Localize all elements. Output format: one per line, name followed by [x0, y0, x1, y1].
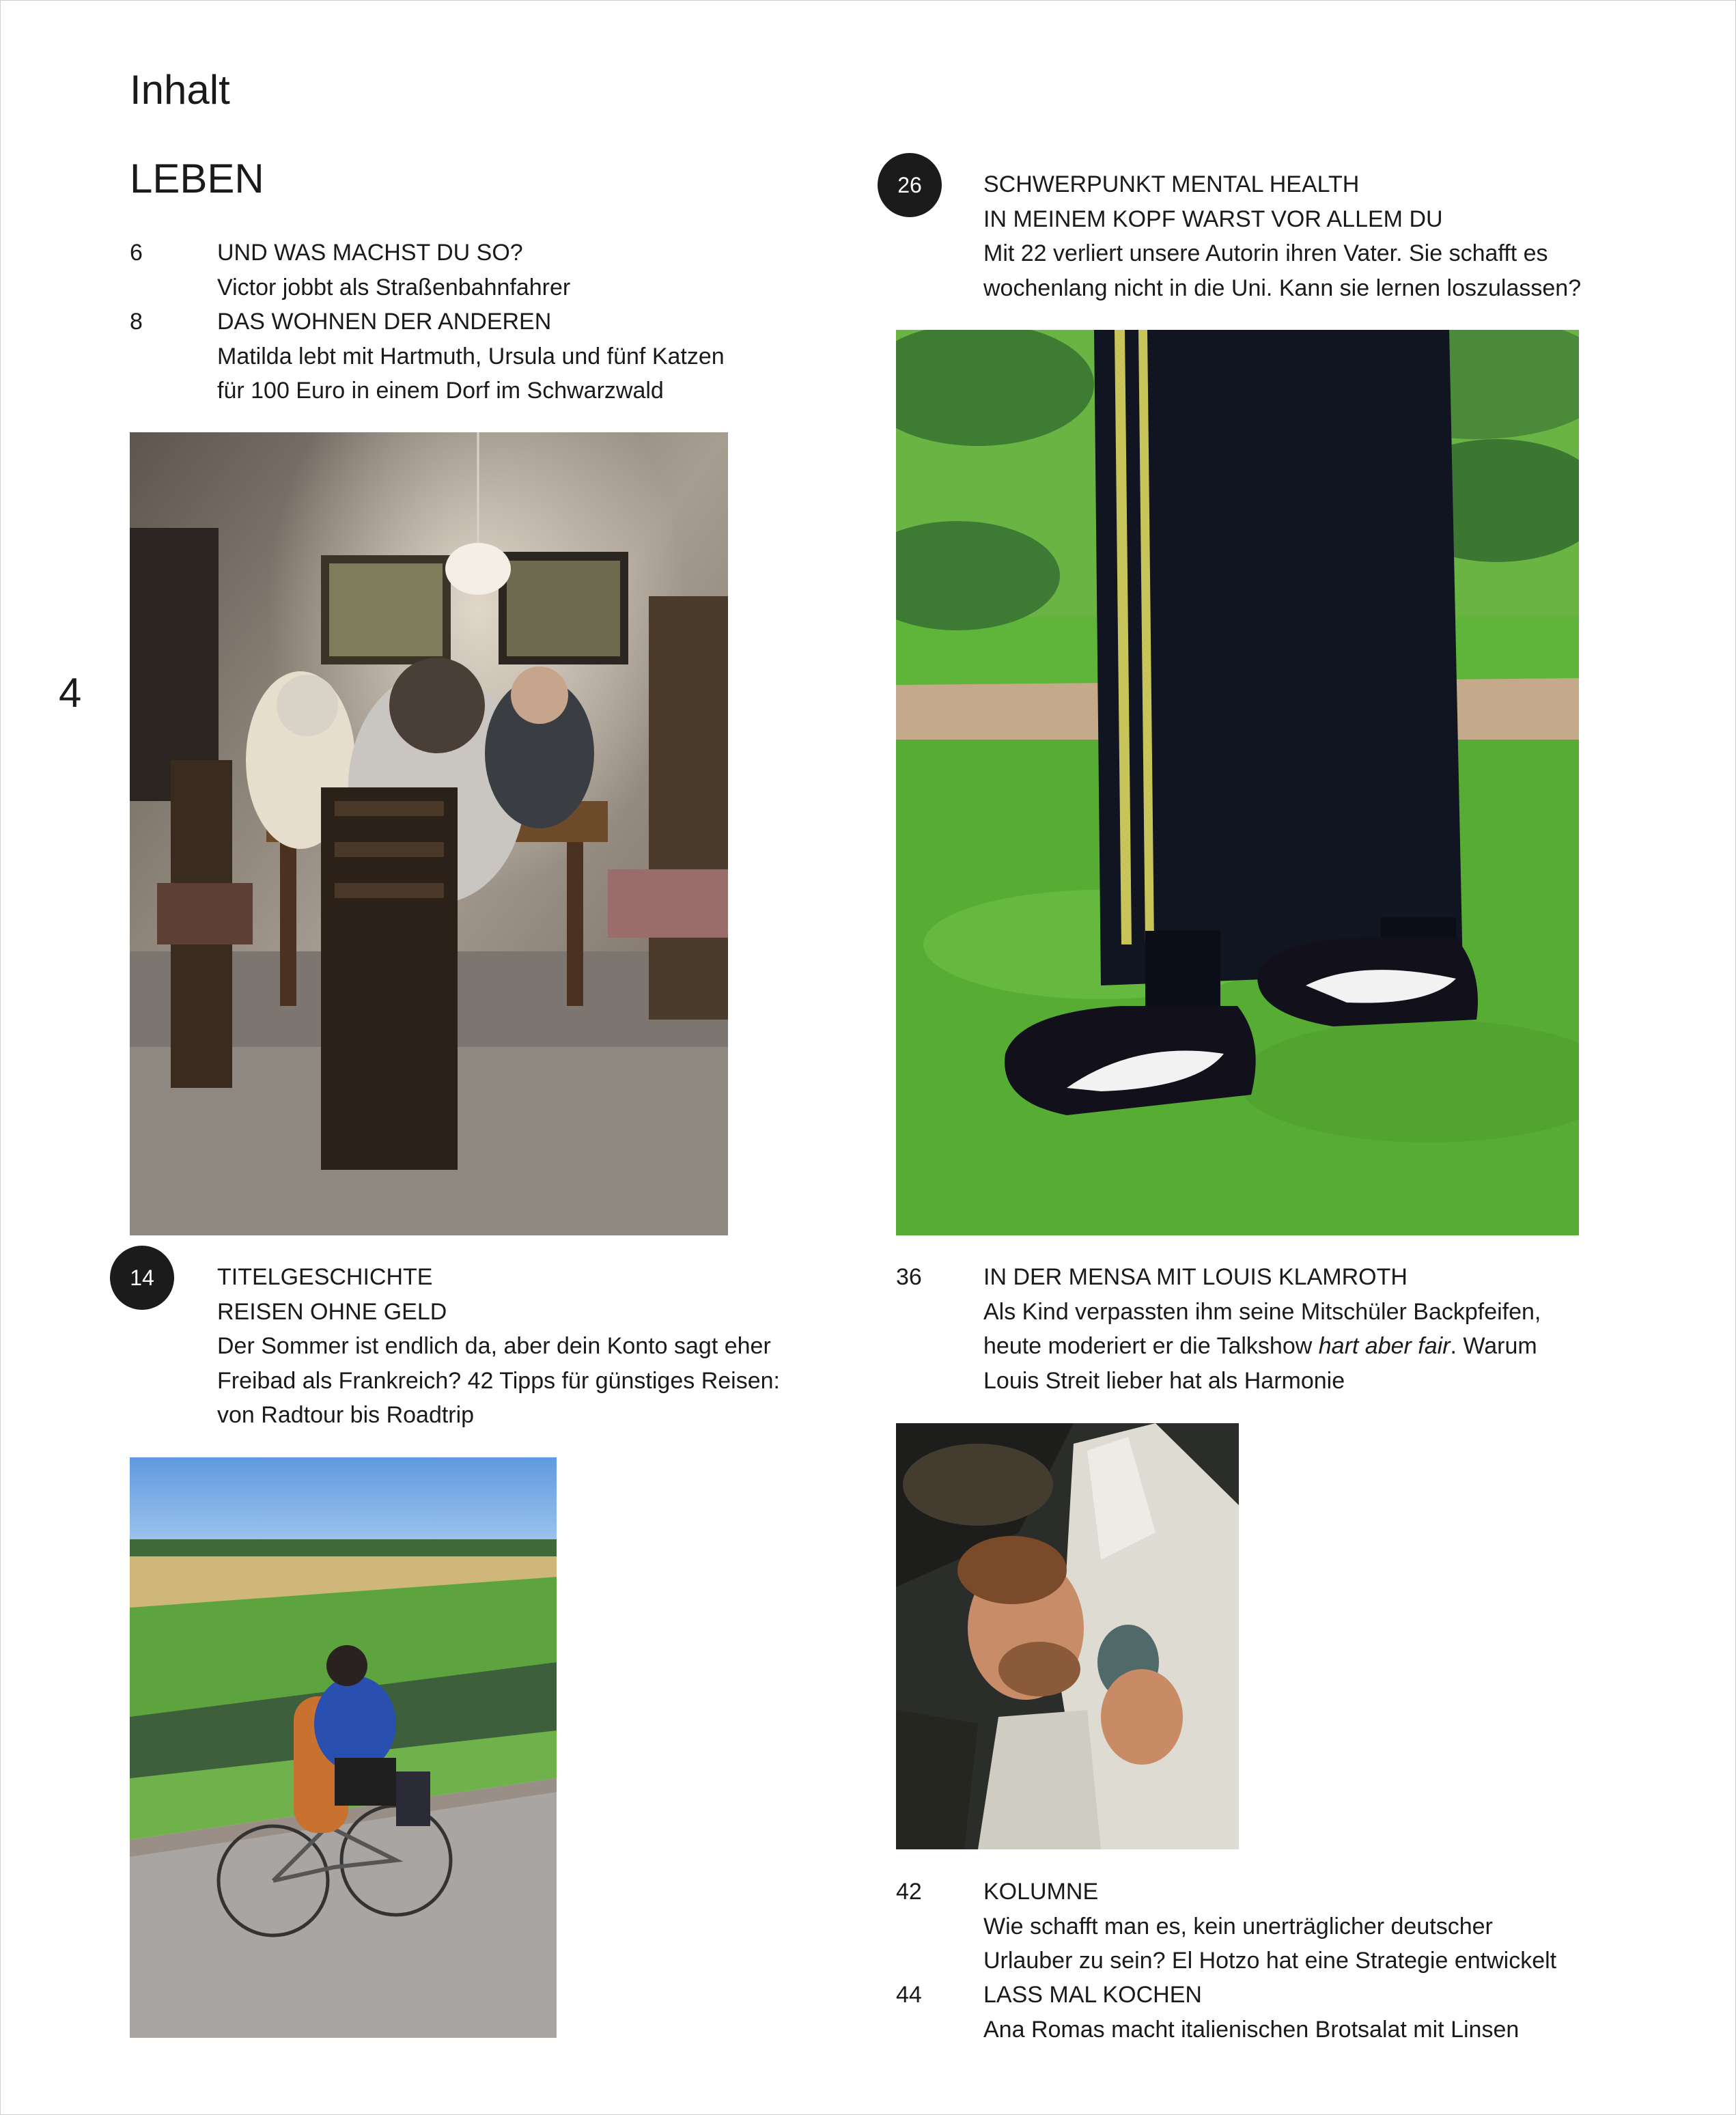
page-badge-14: 14 — [110, 1246, 174, 1310]
entry-teaser-line: Wie schafft man es, kein unerträglicher deutscher — [983, 1913, 1493, 1939]
page-badge-26: 26 — [878, 153, 942, 217]
entry-page-number: 42 — [896, 1879, 922, 1905]
sneakers-illustration — [896, 330, 1579, 1235]
entry-teaser-line: Ana Romas macht italienischen Brotsalat mit Linsen — [983, 2016, 1520, 2043]
toc-entry-kochen[interactable] — [896, 1978, 1681, 2053]
photo-dining-room — [130, 432, 728, 1235]
toc-entry-kolumne[interactable] — [896, 1875, 1681, 1984]
toc-entry-mental-health[interactable] — [896, 167, 1681, 311]
toc-entry-mensa[interactable] — [896, 1260, 1681, 1403]
entry-page-number: 44 — [896, 1982, 922, 2008]
entry-teaser-line: wochenlang nicht in die Uni. Kann sie lernen loszulassen? — [983, 275, 1582, 301]
photo-cyclist — [130, 1457, 557, 2038]
page-number: 4 — [59, 670, 82, 716]
entry-teaser-line: für 100 Euro in einem Dorf im Schwarzwald — [217, 378, 664, 404]
entry-page-number: 36 — [896, 1264, 922, 1290]
painting-sneakers-on-grass — [896, 330, 1579, 1235]
entry-teaser-line: Louis Streit lieber hat als Harmonie — [983, 1367, 1345, 1394]
show-title: hart aber fair — [1318, 1333, 1451, 1359]
entry-headline: IN DER MENSA MIT LOUIS KLAMROTH — [983, 1264, 1408, 1290]
entry-teaser-line: Mit 22 verliert unsere Autorin ihren Vater. Sie schafft es — [983, 240, 1548, 266]
entry-page-number: 6 — [130, 240, 143, 266]
cyclist-illustration — [130, 1457, 557, 2038]
entry-teaser-line: von Radtour bis Roadtrip — [217, 1402, 475, 1428]
portrait-illustration — [896, 1423, 1239, 1849]
dining-room-illustration — [130, 432, 728, 1235]
toc-entry-wohnen[interactable] — [130, 305, 813, 414]
entry-headline: KOLUMNE — [983, 1879, 1099, 1905]
entry-teaser-line-with-title — [983, 1329, 1541, 1364]
toc-entry-reisen[interactable] — [130, 1260, 881, 1438]
entry-headline: DAS WOHNEN DER ANDEREN — [217, 309, 552, 335]
section-heading: LEBEN — [130, 156, 264, 201]
teaser-text: heute moderiert er die Talkshow — [983, 1333, 1319, 1359]
entry-teaser-line: Urlauber zu sein? El Hotzo hat eine Strategie entwickelt — [983, 1948, 1557, 1974]
toc-entry-victor[interactable] — [130, 236, 813, 311]
entry-kicker: SCHWERPUNKT MENTAL HEALTH — [983, 171, 1360, 197]
entry-teaser-line: Matilda lebt mit Hartmuth, Ursula und fünf Katzen — [217, 343, 725, 369]
entry-teaser-line: Victor jobbt als Straßenbahnfahrer — [217, 274, 571, 300]
entry-page-number: 8 — [130, 309, 143, 335]
entry-kicker: TITELGESCHICHTE — [217, 1264, 433, 1290]
teaser-text: . Warum — [1450, 1333, 1537, 1359]
page-title: Inhalt — [130, 67, 230, 113]
entry-headline: REISEN OHNE GELD — [217, 1298, 447, 1325]
entry-teaser-line: Freibad als Frankreich? 42 Tipps für günstiges Reisen: — [217, 1367, 780, 1394]
entry-teaser-line: Als Kind verpassten ihm seine Mitschüler Backpfeifen, — [983, 1298, 1541, 1325]
photo-louis-klamroth — [896, 1423, 1239, 1849]
entry-headline: IN MEINEM KOPF WARST VOR ALLEM DU — [983, 206, 1443, 232]
entry-headline: UND WAS MACHST DU SO? — [217, 240, 523, 266]
entry-teaser-line: Der Sommer ist endlich da, aber dein Konto sagt eher — [217, 1333, 771, 1359]
entry-headline: LASS MAL KOCHEN — [983, 1982, 1202, 2008]
